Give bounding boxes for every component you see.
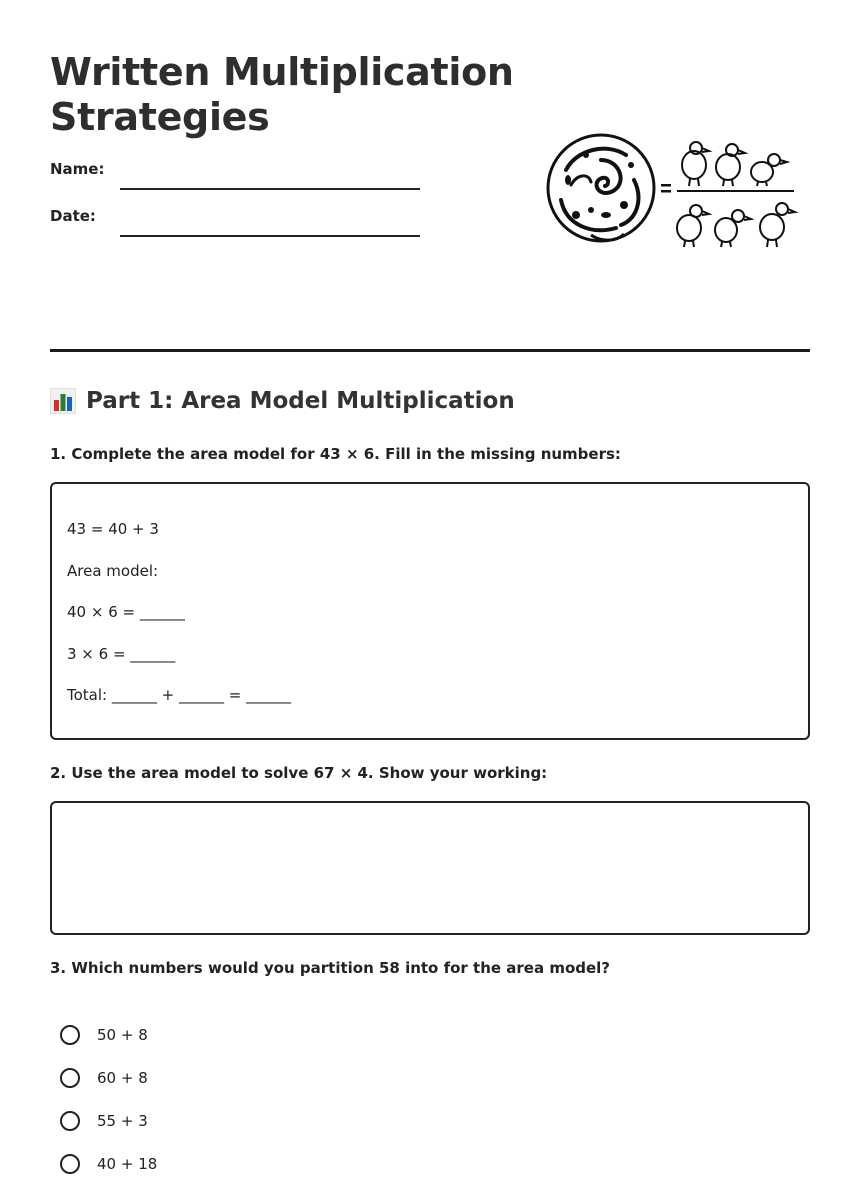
radio-button[interactable] xyxy=(60,1068,80,1088)
part1-title: Part 1: Area Model Multiplication xyxy=(86,388,515,414)
option-label: 40 + 18 xyxy=(97,1155,158,1173)
q1-line-ones-product[interactable]: 3 × 6 = ______ xyxy=(67,645,176,663)
name-label: Name: xyxy=(50,160,105,178)
question-3-prompt: 3. Which numbers would you partition 58 into for the area model? xyxy=(50,959,611,977)
date-field-row xyxy=(50,207,470,237)
question-2-prompt: 2. Use the area model to solve 67 × 4. Show your working: xyxy=(50,764,548,782)
page-title: Written Multiplication Strategies xyxy=(50,50,514,139)
radio-button[interactable] xyxy=(60,1154,80,1174)
bar-chart-icon xyxy=(50,388,76,414)
q1-line-area-model: Area model: xyxy=(67,562,159,580)
birds-denominator-icon xyxy=(677,203,795,247)
radio-button[interactable] xyxy=(60,1025,80,1045)
part1-heading xyxy=(50,388,515,414)
swirl-birds-illustration xyxy=(546,130,802,250)
equals-icon xyxy=(661,184,671,193)
name-field-row xyxy=(50,160,470,190)
name-input-line[interactable] xyxy=(120,188,420,190)
q3-option-40-18[interactable] xyxy=(60,1151,157,1177)
q3-option-55-3[interactable] xyxy=(60,1108,148,1134)
question-1-prompt: 1. Complete the area model for 43 × 6. Fill in the missing numbers: xyxy=(50,445,621,463)
q1-line-total[interactable]: Total: ______ + ______ = ______ xyxy=(67,686,292,704)
date-label: Date: xyxy=(50,207,96,225)
q1-line-partition: 43 = 40 + 3 xyxy=(67,520,159,538)
birds-numerator-icon xyxy=(682,142,787,186)
radio-button[interactable] xyxy=(60,1111,80,1131)
q1-line-tens-product[interactable]: 40 × 6 = ______ xyxy=(67,603,185,621)
question-1-box xyxy=(50,482,810,740)
option-label: 50 + 8 xyxy=(97,1026,148,1044)
swirl-ball-icon xyxy=(548,135,654,241)
header-divider xyxy=(50,349,810,352)
q3-option-50-8[interactable] xyxy=(60,1022,148,1048)
date-input-line[interactable] xyxy=(120,235,420,237)
option-label: 55 + 3 xyxy=(97,1112,148,1130)
option-label: 60 + 8 xyxy=(97,1069,148,1087)
q3-option-60-8[interactable] xyxy=(60,1065,148,1091)
question-2-answer-box[interactable] xyxy=(50,801,810,935)
